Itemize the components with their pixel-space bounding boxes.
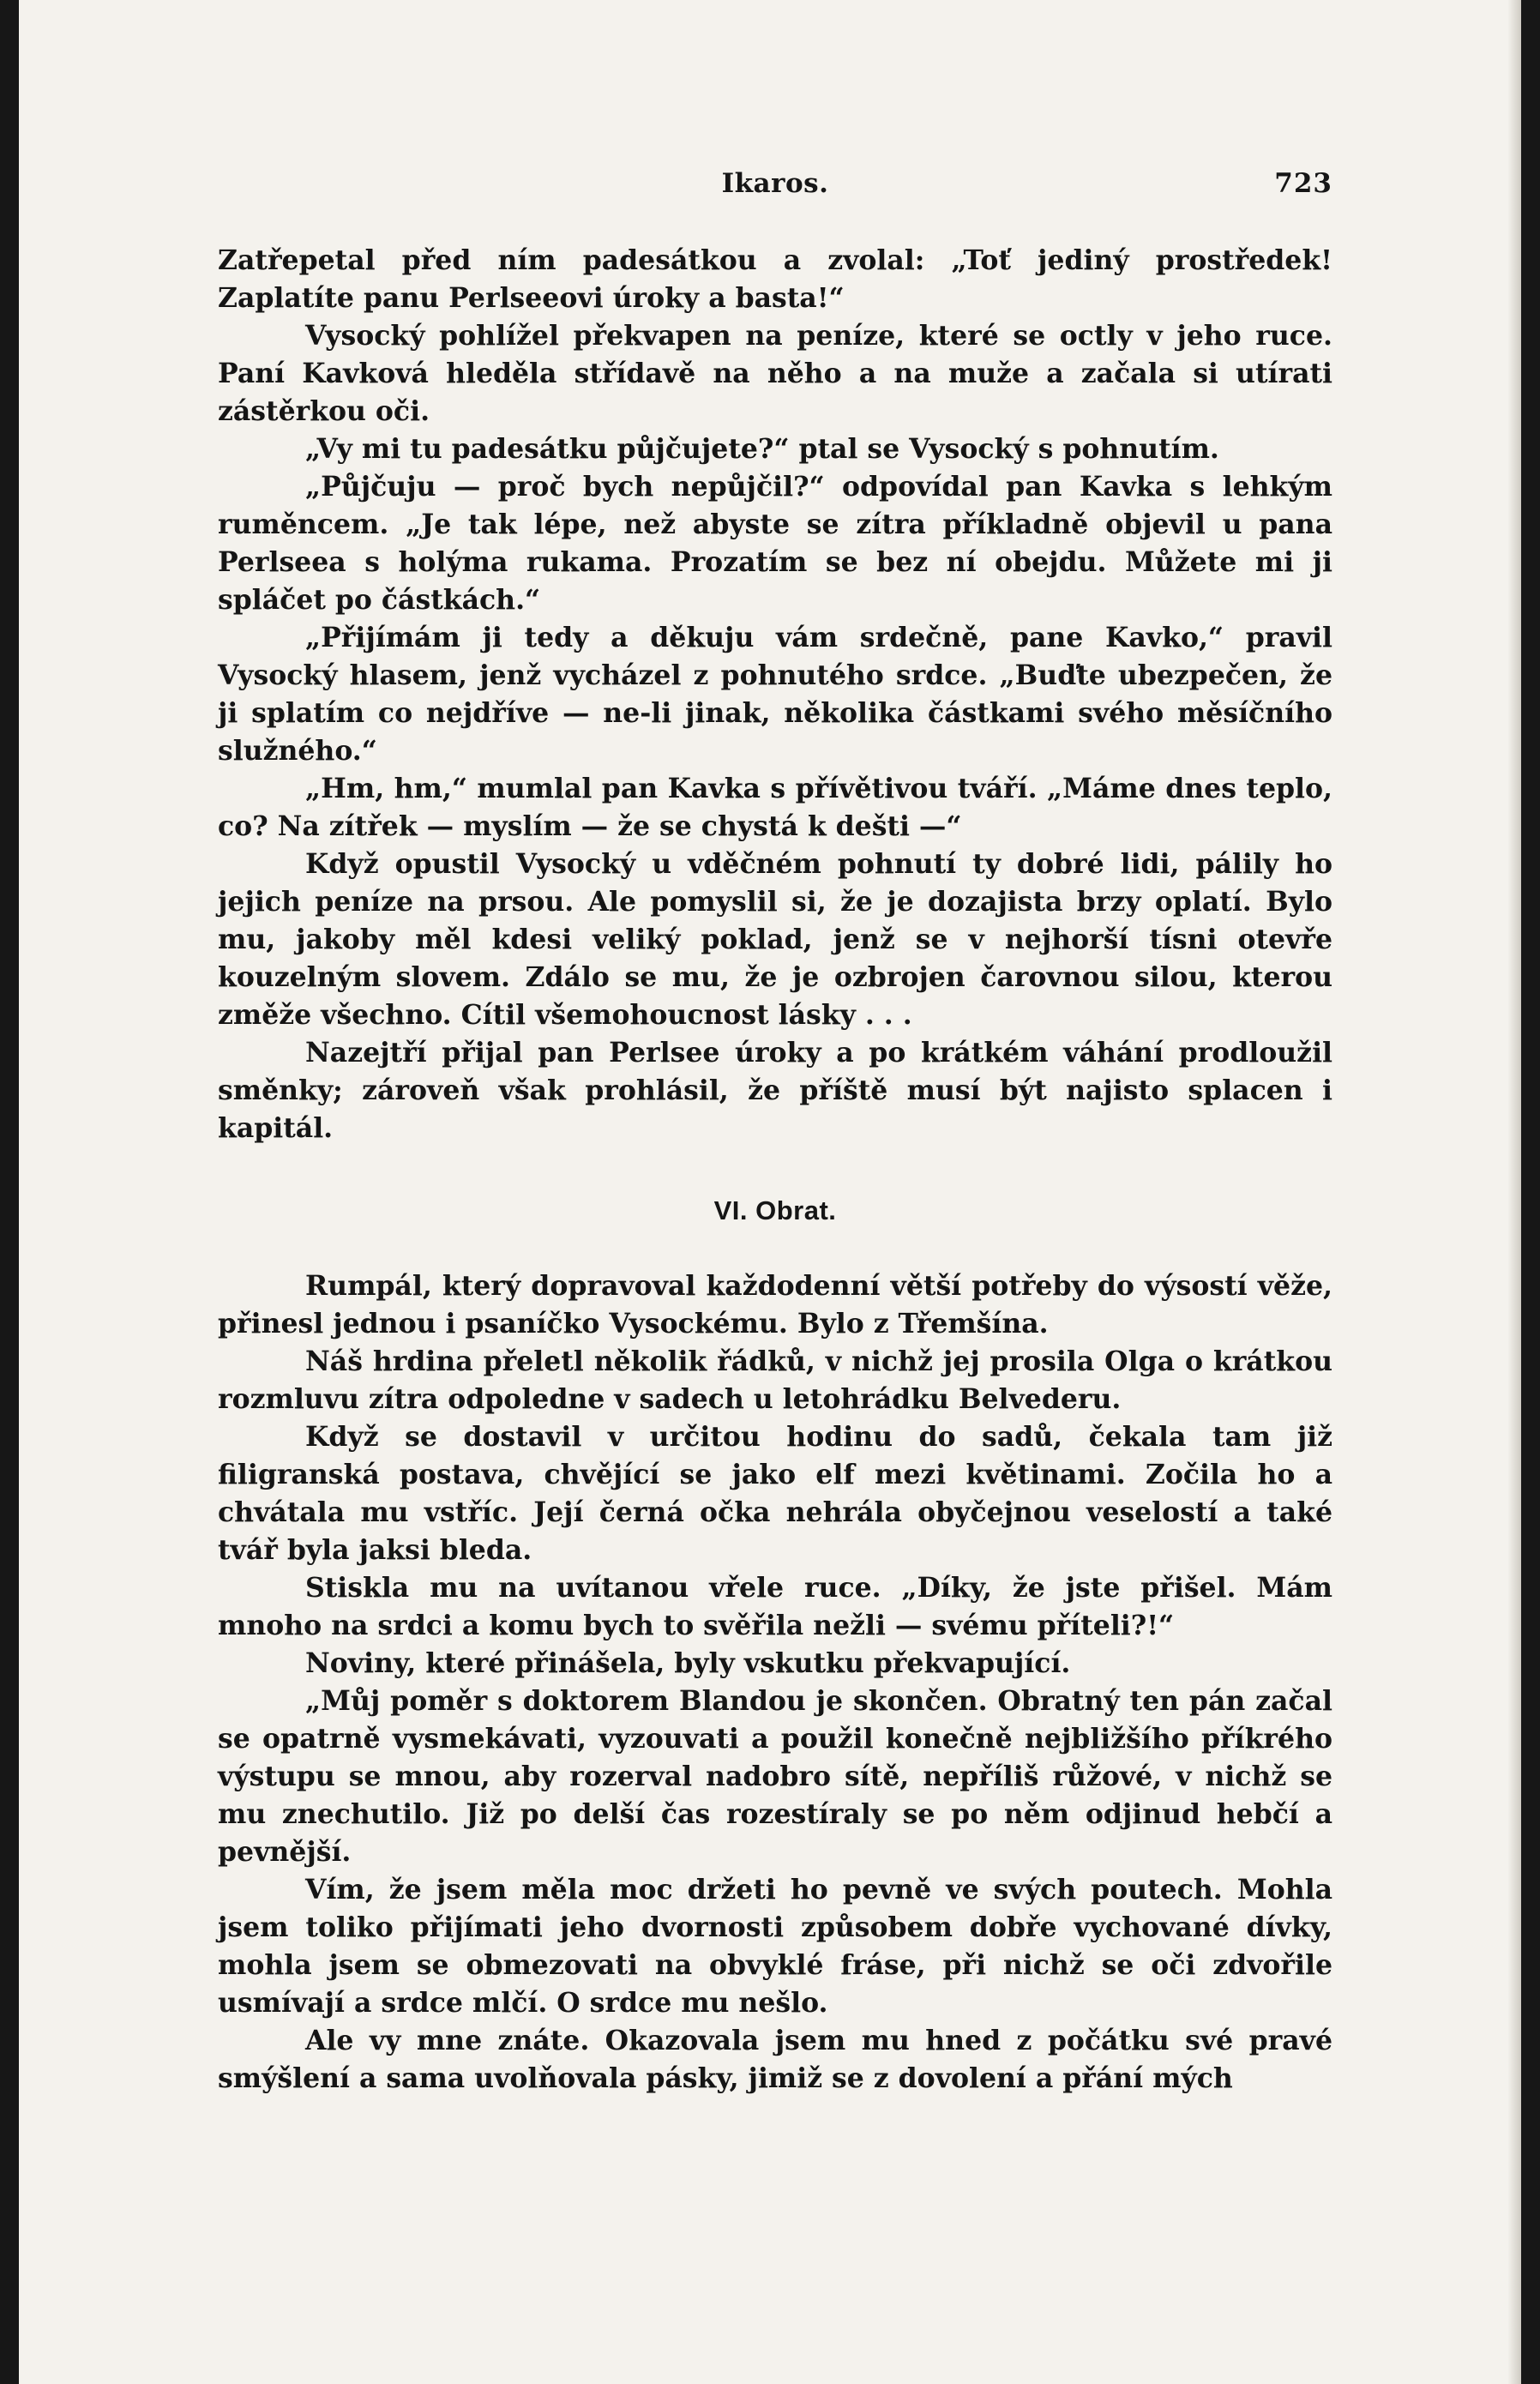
book-page: [19, 0, 1521, 2384]
paragraph: Vím, že jsem měla moc držeti ho pevně ve svých poutech. Mohla jsem toliko přijímati jeho dvornosti způsobem dobře vychované dívky, mohla jsem se obmezovati na obvyklé fráse, při nichž se oči zdvořile usmívají a srdce mlčí. O srdce mu nešlo.: [218, 1874, 1332, 2019]
paragraph: Když se dostavil v určitou hodinu do sadů, čekala tam již filigranská postava, chvějící se jako elf mezi květinami. Zočila ho a chvátala mu vstříc. Její černá očka nehrála obyčejnou veselostí a také tvář byla jaksi bleda.: [218, 1421, 1332, 1566]
section-heading: VI. Obrat.: [713, 1195, 837, 1225]
paragraph: Nazejtří přijal pan Perlsee úroky a po krátkém váhání prodloužil směnky; zároveň však prohlásil, že příště musí být najisto splacen i kapitál.: [218, 1037, 1332, 1144]
paragraph: Stiskla mu na uvítanou vřele ruce. „Díky, že jste přišel. Mám mnoho na srdci a komu bych to svěřila nežli — svému příteli?!“: [218, 1572, 1332, 1641]
paragraph: „Vy mi tu padesátku půjčujete?“ ptal se Vysocký s pohnutím.: [305, 433, 1219, 465]
paragraph: Noviny, které přinášela, byly vskutku překvapující.: [305, 1647, 1071, 1679]
paragraph: „Můj poměr s doktorem Blandou je skončen. Obratný ten pán začal se opatrně vysmekávati, vyzouvati a použil konečně nejbližšího příkrého výstupu se mnou, aby rozerval nadobro sítě, nepříliš růžové, v nichž se mu znechutilo. Již po delší čas rozestíraly se po něm odjinud hebčí a pevnější.: [218, 1685, 1332, 1868]
running-title: Ikaros.: [721, 168, 829, 199]
paragraph: Vysocký pohlížel překvapen na peníze, které se octly v jeho ruce. Paní Kavková hleděla střídavě na něho a na muže a začala si utírati zástěrkou oči.: [218, 320, 1332, 427]
paragraph: Rumpál, který dopravoval každodenní větší potřeby do výsostí věže, přinesl jednou i psaníčko Vysockému. Bylo z Třemšína.: [218, 1270, 1332, 1339]
paragraph: Ale vy mne znáte. Okazovala jsem mu hned z počátku své pravé smýšlení a sama uvolňovala pásky, jimiž se z dovolení a přání mých: [218, 2025, 1332, 2094]
paragraph: „Hm, hm,“ mumlal pan Kavka s přívětivou tváří. „Máme dnes teplo, co? Na zítřek — myslím — že se chystá k dešti —“: [218, 773, 1332, 842]
page-number: 723: [1274, 168, 1332, 199]
running-head: [218, 168, 1332, 209]
body-text: [218, 242, 1332, 2098]
paragraph: Náš hrdina přeletl několik řádků, v nichž jej prosila Olga o krátkou rozmluvu zítra odpoledne v sadech u letohrádku Belvederu.: [218, 1346, 1332, 1415]
paragraph: Když opustil Vysocký u vděčném pohnutí ty dobré lidi, pálily ho jejich peníze na prsou. Ale pomyslil si, že je dozajista brzy oplatí. Bylo mu, jakoby měl kdesi veliký poklad, jenž se v nejhorší tísni otevře kouzelným slovem. Zdálo se mu, že je ozbrojen čarovnou silou, kterou změže všechno. Cítil všemohoucnost lásky . . .: [218, 848, 1332, 1031]
paragraph: „Půjčuju — proč bych nepůjčil?“ odpovídal pan Kavka s lehkým ruměncem. „Je tak lépe, než abyste se zítra příkladně objevil u pana Perlseea s holýma rukama. Prozatím se bez ní obejdu. Můžete mi ji spláčet po částkách.“: [218, 471, 1332, 616]
paragraph: „Přijímám ji tedy a děkuju vám srdečně, pane Kavko,“ pravil Vysocký hlasem, jenž vycházel z pohnutého srdce. „Buďte ubezpečen, že ji splatím co nejdříve — ne-li jinak, několika částkami svého měsíčního služného.“: [218, 622, 1332, 767]
paragraph: Zatřepetal před ním padesátkou a zvolal: „Toť jediný prostředek! Zaplatíte panu Perlseeovi úroky a basta!“: [218, 244, 1332, 314]
